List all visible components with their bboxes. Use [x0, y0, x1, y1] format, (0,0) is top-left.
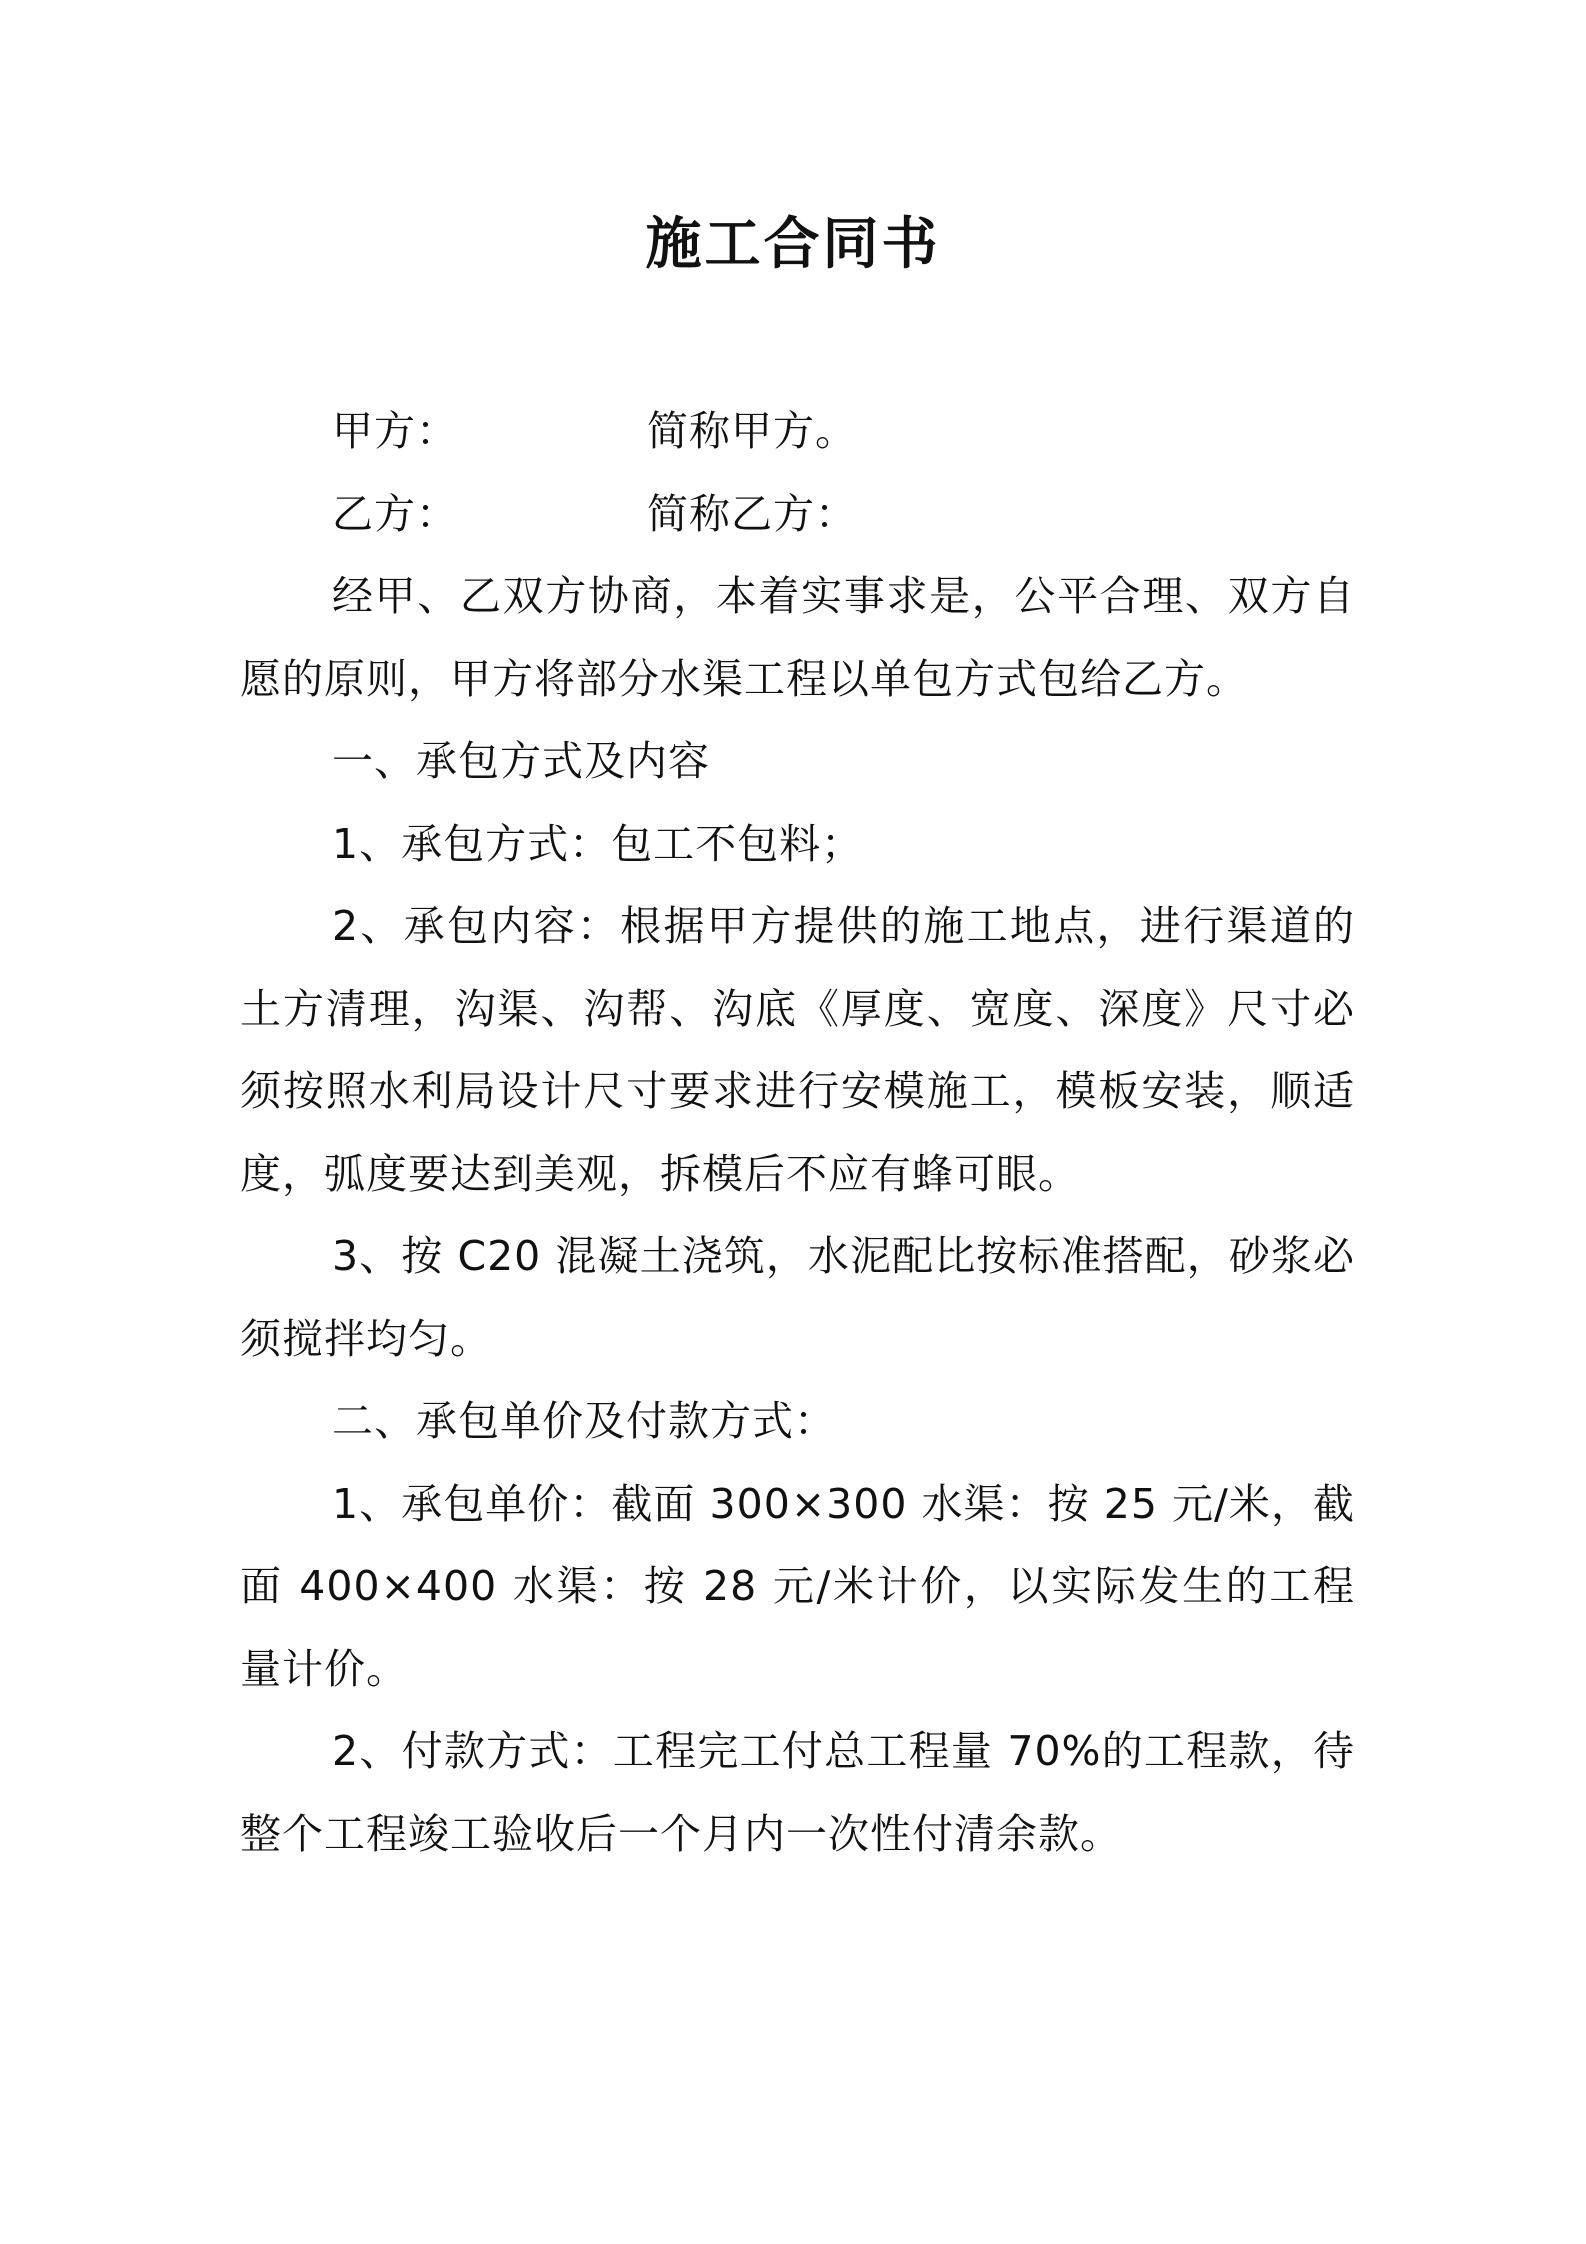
party-b-line	[240, 473, 1355, 556]
section-heading-contract-method: 一、承包方式及内容	[332, 737, 710, 785]
section-heading-unit-price-payment: 二、承包单价及付款方式：	[332, 1397, 836, 1445]
clause-concrete-pouring: 3、按 C20 混凝土浇筑，水泥配比按标准搭配，砂浆必须搅拌均匀。	[240, 1232, 1355, 1363]
document-body	[240, 390, 1355, 1875]
party-b-label: 乙方：	[332, 489, 458, 538]
intro-paragraph: 经甲、乙双方协商，本着实事求是，公平合理、双方自愿的原则，甲方将部分水渠工程以单包方式包给乙方。	[240, 572, 1355, 703]
party-a-abbreviation: 简称甲方。	[647, 407, 857, 455]
party-a-line	[240, 390, 1355, 473]
clause-unit-price: 1、承包单价：截面 300×300 水渠：按 25 元/米，截面 400×400 水渠：按 28 元/米计价，以实际发生的工程量计价。	[240, 1479, 1355, 1693]
document-title: 施工合同书	[645, 212, 941, 277]
party-a-label: 甲方：	[332, 407, 458, 455]
clause-contract-method: 1、承包方式：包工不包料；	[332, 819, 864, 868]
party-b-abbreviation: 简称乙方：	[647, 489, 857, 538]
clause-payment-method: 2、付款方式：工程完工付总工程量 70%的工程款，待整个工程竣工验收后一个月内一次性付清余款。	[240, 1727, 1355, 1858]
clause-contract-content: 2、承包内容：根据甲方提供的施工地点，进行渠道的土方清理，沟渠、沟帮、沟底《厚度、宽度、深度》尺寸必须按照水利局设计尺寸要求进行安模施工，模板安装，顺适度，弧度要达到美观，拆模后不应有蜂可眼。	[240, 902, 1355, 1198]
